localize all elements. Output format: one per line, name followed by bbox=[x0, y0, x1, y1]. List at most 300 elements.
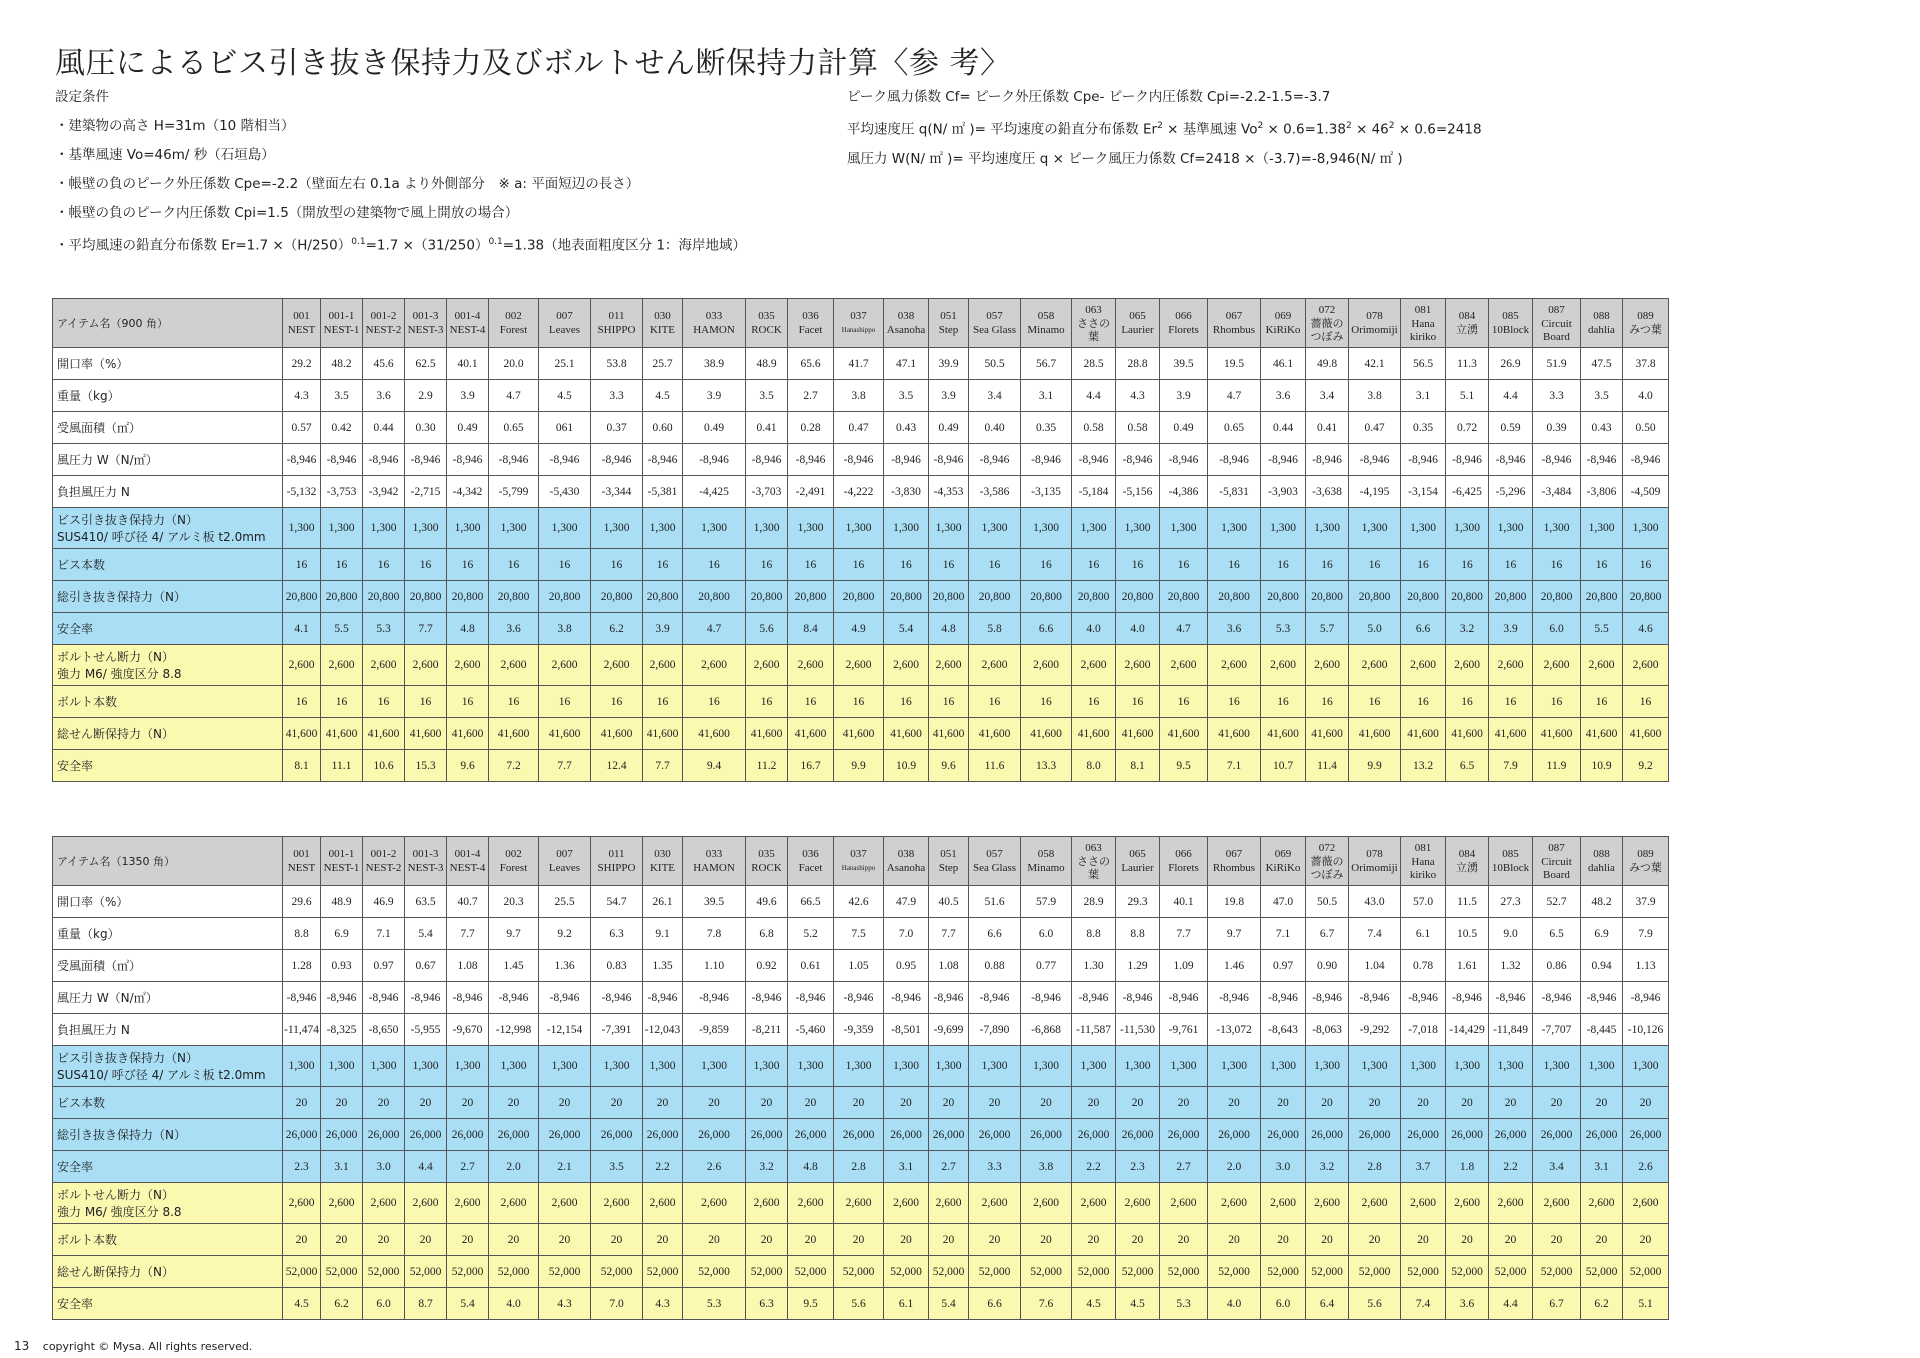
table-cell: 2.6 bbox=[683, 1151, 746, 1183]
item-header bbox=[321, 837, 363, 886]
table-cell: 9.9 bbox=[834, 750, 884, 782]
table-cell: 26,000 bbox=[1581, 1119, 1623, 1151]
table-cell: -9,699 bbox=[929, 1014, 969, 1046]
table-cell: 49.8 bbox=[1306, 348, 1349, 380]
table-cell: 20,800 bbox=[1623, 581, 1669, 613]
item-name: Orimomiji bbox=[1351, 862, 1398, 874]
table-cell: 20 bbox=[363, 1087, 405, 1119]
table-cell: 56.5 bbox=[1401, 348, 1446, 380]
q-sup-3: 2 bbox=[1345, 121, 1352, 131]
table-cell: 3.4 bbox=[1533, 1151, 1581, 1183]
table-cell: 2,600 bbox=[283, 1183, 321, 1224]
table-cell: 6.6 bbox=[1401, 613, 1446, 645]
table-cell: -7,391 bbox=[591, 1014, 643, 1046]
table-cell: 52,000 bbox=[929, 1256, 969, 1288]
table-cell: 4.1 bbox=[283, 613, 321, 645]
table-cell: 4.7 bbox=[683, 613, 746, 645]
table-cell: -8,946 bbox=[1533, 982, 1581, 1014]
table-cell: -3,806 bbox=[1581, 476, 1623, 508]
item-code: 001-2 bbox=[370, 848, 397, 860]
table-cell: 42.1 bbox=[1349, 348, 1401, 380]
table-cell: 40.1 bbox=[1160, 886, 1208, 918]
table-cell: 1,300 bbox=[1349, 1046, 1401, 1087]
row-label bbox=[53, 950, 283, 982]
table-cell: 20 bbox=[447, 1224, 489, 1256]
table-cell: 52,000 bbox=[363, 1256, 405, 1288]
table-cell: 0.92 bbox=[746, 950, 788, 982]
table-cell: 56.7 bbox=[1021, 348, 1072, 380]
table-cell: 1,300 bbox=[1306, 1046, 1349, 1087]
table-cell: 26,000 bbox=[591, 1119, 643, 1151]
table-cell: 40.5 bbox=[929, 886, 969, 918]
table-cell: 3.8 bbox=[1021, 1151, 1072, 1183]
item-code: 085 bbox=[1502, 310, 1519, 322]
table-cell: 47.9 bbox=[884, 886, 929, 918]
table-cell: 7.1 bbox=[363, 918, 405, 950]
table-cell: 3.7 bbox=[1401, 1151, 1446, 1183]
table-cell: 1,300 bbox=[1021, 1046, 1072, 1087]
item-header bbox=[405, 299, 447, 348]
table-cell: 1,300 bbox=[283, 508, 321, 549]
table-cell: 0.35 bbox=[1401, 412, 1446, 444]
table-cell: 12.4 bbox=[591, 750, 643, 782]
item-name: 薔薇の つぼみ bbox=[1310, 317, 1344, 343]
table-cell: 6.2 bbox=[591, 613, 643, 645]
table-cell: 26,000 bbox=[321, 1119, 363, 1151]
table-cell: 26,000 bbox=[489, 1119, 539, 1151]
row-label bbox=[53, 476, 283, 508]
table-row bbox=[53, 686, 1669, 718]
item-name: Leaves bbox=[548, 324, 581, 336]
item-name: ささの葉 bbox=[1077, 855, 1110, 881]
table-row bbox=[53, 581, 1669, 613]
table-cell: 2,600 bbox=[1489, 645, 1533, 686]
table-cell: -8,946 bbox=[1021, 444, 1072, 476]
table-cell: 20 bbox=[447, 1087, 489, 1119]
table-cell: 50.5 bbox=[969, 348, 1021, 380]
table-cell: 20 bbox=[1116, 1224, 1160, 1256]
table-cell: 20 bbox=[746, 1224, 788, 1256]
table-cell: 52,000 bbox=[1261, 1256, 1306, 1288]
table-cell: -8,946 bbox=[643, 982, 683, 1014]
table-cell: 0.44 bbox=[363, 412, 405, 444]
table-cell: 6.2 bbox=[321, 1288, 363, 1320]
table-cell: 52,000 bbox=[969, 1256, 1021, 1288]
table-cell: 4.7 bbox=[1208, 380, 1261, 412]
table-cell: 41,600 bbox=[1116, 718, 1160, 750]
table-cell: 27.3 bbox=[1489, 886, 1533, 918]
table-cell: 1,300 bbox=[1261, 1046, 1306, 1087]
item-header bbox=[929, 837, 969, 886]
conditions-block bbox=[55, 83, 746, 261]
table-cell: -8,946 bbox=[643, 444, 683, 476]
item-code: 051 bbox=[940, 848, 957, 860]
item-name: SHIPPO bbox=[597, 862, 636, 874]
item-header bbox=[746, 837, 788, 886]
table-cell: 1,300 bbox=[884, 1046, 929, 1087]
item-header bbox=[683, 299, 746, 348]
table-cell: 16 bbox=[788, 686, 834, 718]
table-cell: 29.3 bbox=[1116, 886, 1160, 918]
table-cell: 1,300 bbox=[1072, 508, 1116, 549]
table-cell: 2,600 bbox=[1446, 645, 1489, 686]
table-cell: 2,600 bbox=[1446, 1183, 1489, 1224]
table-cell: 4.8 bbox=[788, 1151, 834, 1183]
table-cell: -8,946 bbox=[283, 444, 321, 476]
table-cell: 9.6 bbox=[929, 750, 969, 782]
condition-item: ・建築物の高さ H=31m（10 階相当） bbox=[55, 118, 295, 134]
table-cell: 20,800 bbox=[1116, 581, 1160, 613]
table-cell: 3.6 bbox=[1208, 613, 1261, 645]
table-cell: 2,600 bbox=[1208, 645, 1261, 686]
table-cell: 16 bbox=[1446, 549, 1489, 581]
table-cell: 1,300 bbox=[489, 1046, 539, 1087]
row-label bbox=[53, 412, 283, 444]
item-name: Circuit Board bbox=[1541, 855, 1572, 881]
row-label bbox=[53, 1119, 283, 1151]
table-cell: 39.5 bbox=[683, 886, 746, 918]
table-cell: -11,530 bbox=[1116, 1014, 1160, 1046]
item-code: 001-3 bbox=[412, 848, 439, 860]
table-cell: 28.9 bbox=[1072, 886, 1116, 918]
table-cell: 1.10 bbox=[683, 950, 746, 982]
table-cell: 6.4 bbox=[1306, 1288, 1349, 1320]
item-code: 038 bbox=[897, 310, 915, 322]
row-label bbox=[53, 1224, 283, 1256]
table-cell: 41,600 bbox=[539, 718, 591, 750]
table-cell: 0.37 bbox=[591, 412, 643, 444]
item-header bbox=[1349, 837, 1401, 886]
table-cell: 0.39 bbox=[1533, 412, 1581, 444]
table-cell: 6.7 bbox=[1533, 1288, 1581, 1320]
table-cell: 16 bbox=[1116, 686, 1160, 718]
item-name: NEST-3 bbox=[407, 324, 444, 336]
table-cell: -8,946 bbox=[1306, 444, 1349, 476]
table-cell: 20 bbox=[929, 1224, 969, 1256]
copyright-text: copyright © Mysa. All rights reserved. bbox=[42, 1340, 253, 1353]
table-cell: -8,946 bbox=[1208, 444, 1261, 476]
item-header bbox=[834, 299, 884, 348]
table-cell: 16 bbox=[1261, 549, 1306, 581]
item-name: NEST-2 bbox=[365, 862, 402, 874]
item-header bbox=[1160, 837, 1208, 886]
table-cell: 2.7 bbox=[447, 1151, 489, 1183]
item-code: 088 bbox=[1593, 848, 1610, 860]
table-cell: 1,300 bbox=[643, 1046, 683, 1087]
table-cell: -8,063 bbox=[1306, 1014, 1349, 1046]
table-cell: 52,000 bbox=[1072, 1256, 1116, 1288]
table-cell: 2,600 bbox=[1021, 645, 1072, 686]
table-cell: 3.1 bbox=[1401, 380, 1446, 412]
table-cell: 2,600 bbox=[929, 1183, 969, 1224]
item-header bbox=[363, 837, 405, 886]
table-cell: 41,600 bbox=[1072, 718, 1116, 750]
table-cell: -3,344 bbox=[591, 476, 643, 508]
table-cell: 2,600 bbox=[1261, 1183, 1306, 1224]
table-cell: 1.32 bbox=[1489, 950, 1533, 982]
item-code: 089 bbox=[1637, 848, 1654, 860]
item-code: 001-1 bbox=[328, 848, 355, 860]
table-row bbox=[53, 1151, 1669, 1183]
table-cell: -8,946 bbox=[321, 982, 363, 1014]
table-cell: 2,600 bbox=[1533, 1183, 1581, 1224]
table-cell: 41.7 bbox=[834, 348, 884, 380]
header-label: アイテム名（900 角） bbox=[53, 299, 283, 348]
table-cell: 16 bbox=[321, 686, 363, 718]
table-cell: 0.83 bbox=[591, 950, 643, 982]
table-cell: 1,300 bbox=[363, 1046, 405, 1087]
table-cell: 52,000 bbox=[746, 1256, 788, 1288]
item-name: Rhombus bbox=[1212, 862, 1256, 874]
table-cell: 20 bbox=[1533, 1224, 1581, 1256]
table-cell: 16 bbox=[683, 686, 746, 718]
table-cell: 3.8 bbox=[539, 613, 591, 645]
table-cell: 0.90 bbox=[1306, 950, 1349, 982]
table-cell: 40.1 bbox=[447, 348, 489, 380]
table-cell: 1,300 bbox=[1349, 508, 1401, 549]
table-cell: 8.8 bbox=[1116, 918, 1160, 950]
table-cell: -3,638 bbox=[1306, 476, 1349, 508]
item-name: SHIPPO bbox=[597, 324, 636, 336]
table-cell: -8,946 bbox=[447, 982, 489, 1014]
table-cell: 47.1 bbox=[884, 348, 929, 380]
item-name: Forest bbox=[499, 862, 528, 874]
item-code: 058 bbox=[1037, 310, 1055, 322]
table-cell: 13.2 bbox=[1401, 750, 1446, 782]
table-cell: 2.9 bbox=[405, 380, 447, 412]
table-cell: 16 bbox=[929, 549, 969, 581]
table-cell: 0.72 bbox=[1446, 412, 1489, 444]
item-name: Laurier bbox=[1121, 862, 1154, 874]
table-cell: 26,000 bbox=[1401, 1119, 1446, 1151]
item-header bbox=[283, 837, 321, 886]
table-cell: 4.6 bbox=[1623, 613, 1669, 645]
table-cell: -8,946 bbox=[1116, 444, 1160, 476]
table-cell: 0.42 bbox=[321, 412, 363, 444]
table-cell: 16 bbox=[884, 549, 929, 581]
item-code: 035 bbox=[758, 848, 775, 860]
table-cell: 5.4 bbox=[447, 1288, 489, 1320]
row-label-text: ビス引き抜き保持力（N） bbox=[57, 1051, 198, 1065]
table-cell: 6.8 bbox=[746, 918, 788, 950]
table-cell: 11.3 bbox=[1446, 348, 1489, 380]
row-label bbox=[53, 444, 283, 476]
item-header bbox=[447, 837, 489, 886]
table-cell: 3.4 bbox=[1306, 380, 1349, 412]
q-text-c: × 0.6=1.38 bbox=[1263, 121, 1346, 138]
item-header bbox=[643, 837, 683, 886]
table-cell: 1,300 bbox=[1401, 508, 1446, 549]
item-code: 001 bbox=[293, 310, 310, 322]
table-cell: 41,600 bbox=[489, 718, 539, 750]
table-row bbox=[53, 508, 1669, 549]
item-header bbox=[1208, 837, 1261, 886]
table-cell: -5,381 bbox=[643, 476, 683, 508]
condition-item: ・帳壁の負のピーク内圧係数 Cpi=1.5（開放型の建築物で風上開放の場合） bbox=[55, 205, 519, 221]
row-label bbox=[53, 549, 283, 581]
table-cell: 3.5 bbox=[1581, 380, 1623, 412]
table-cell: 3.2 bbox=[746, 1151, 788, 1183]
er-sup-1: 0.1 bbox=[351, 237, 366, 247]
table-cell: -3,830 bbox=[884, 476, 929, 508]
table-cell: 26,000 bbox=[405, 1119, 447, 1151]
table-cell: -8,946 bbox=[884, 982, 929, 1014]
table-cell: 16 bbox=[788, 549, 834, 581]
item-header bbox=[539, 837, 591, 886]
table-cell: -8,946 bbox=[405, 444, 447, 476]
item-code: 067 bbox=[1225, 848, 1243, 860]
table-cell: 0.67 bbox=[405, 950, 447, 982]
table-cell: 1.61 bbox=[1446, 950, 1489, 982]
table-cell: 3.5 bbox=[321, 380, 363, 412]
table-cell: 7.7 bbox=[539, 750, 591, 782]
table-cell: 0.44 bbox=[1261, 412, 1306, 444]
table-cell: 2,600 bbox=[1072, 645, 1116, 686]
table-cell: 20,800 bbox=[1306, 581, 1349, 613]
table-cell: 20,800 bbox=[1533, 581, 1581, 613]
table-cell: 1,300 bbox=[746, 1046, 788, 1087]
table-cell: 0.30 bbox=[405, 412, 447, 444]
item-code: 057 bbox=[986, 310, 1003, 322]
table-cell: 26,000 bbox=[363, 1119, 405, 1151]
item-code: 051 bbox=[940, 310, 957, 322]
table-row bbox=[53, 549, 1669, 581]
table-cell: 42.6 bbox=[834, 886, 884, 918]
table-cell: 52,000 bbox=[1489, 1256, 1533, 1288]
item-header bbox=[1261, 299, 1306, 348]
table-cell: 7.7 bbox=[405, 613, 447, 645]
table-cell: -8,946 bbox=[1349, 444, 1401, 476]
table-cell: 6.1 bbox=[884, 1288, 929, 1320]
table-cell: 1,300 bbox=[591, 508, 643, 549]
item-code: 057 bbox=[986, 848, 1003, 860]
table-cell: 20,800 bbox=[1401, 581, 1446, 613]
table-cell: 5.6 bbox=[1349, 1288, 1401, 1320]
table-cell: 20,800 bbox=[683, 581, 746, 613]
table-cell: 20,800 bbox=[1581, 581, 1623, 613]
table-cell: -5,430 bbox=[539, 476, 591, 508]
table-cell: -8,946 bbox=[1160, 444, 1208, 476]
page-title: 風圧によるビス引き抜き保持力及びボルトせん断保持力計算〈参 考〉 bbox=[55, 46, 1011, 81]
table-cell: 5.7 bbox=[1306, 613, 1349, 645]
item-header bbox=[1489, 837, 1533, 886]
item-name: NEST bbox=[287, 324, 316, 336]
row-label bbox=[53, 1014, 283, 1046]
table-cell: 3.8 bbox=[834, 380, 884, 412]
table-row bbox=[53, 1087, 1669, 1119]
table-cell: 16 bbox=[489, 686, 539, 718]
item-code: 001-2 bbox=[370, 310, 397, 322]
table-cell: 5.6 bbox=[834, 1288, 884, 1320]
item-header bbox=[591, 837, 643, 886]
table-cell: 20 bbox=[969, 1087, 1021, 1119]
row-label bbox=[53, 686, 283, 718]
table-row bbox=[53, 886, 1669, 918]
table-cell: 3.6 bbox=[1261, 380, 1306, 412]
table-cell: 2,600 bbox=[1581, 645, 1623, 686]
table-cell: 20 bbox=[1021, 1224, 1072, 1256]
table-cell: -8,946 bbox=[1446, 982, 1489, 1014]
table-cell: 4.5 bbox=[643, 380, 683, 412]
table-cell: 52,000 bbox=[683, 1256, 746, 1288]
item-name: KITE bbox=[649, 862, 676, 874]
table-cell: 2,600 bbox=[405, 1183, 447, 1224]
table-cell: 41,600 bbox=[447, 718, 489, 750]
table-cell: 16 bbox=[834, 686, 884, 718]
table-row bbox=[53, 1183, 1669, 1224]
row-label-text: 安全率 bbox=[57, 1297, 94, 1311]
table-cell: 41,600 bbox=[643, 718, 683, 750]
table-cell: 7.4 bbox=[1349, 918, 1401, 950]
table-cell: -8,946 bbox=[591, 444, 643, 476]
q-sup-2: 2 bbox=[1257, 121, 1264, 131]
table-cell: 7.8 bbox=[683, 918, 746, 950]
table-cell: 1.45 bbox=[489, 950, 539, 982]
item-code: 085 bbox=[1502, 848, 1519, 860]
table-cell: 2,600 bbox=[1116, 645, 1160, 686]
table-cell: 4.4 bbox=[1072, 380, 1116, 412]
table-cell: 3.5 bbox=[746, 380, 788, 412]
table-row bbox=[53, 645, 1669, 686]
item-name: NEST-1 bbox=[323, 324, 360, 336]
item-code: 037 bbox=[850, 310, 867, 322]
spec-table-1350 bbox=[52, 836, 1669, 1320]
table-cell: 7.7 bbox=[643, 750, 683, 782]
table-cell: 1,300 bbox=[929, 1046, 969, 1087]
table-cell: 1,300 bbox=[539, 1046, 591, 1087]
table-cell: 9.9 bbox=[1349, 750, 1401, 782]
er-text-b: =1.7 ×（31/250） bbox=[365, 237, 489, 254]
table-cell: 20,800 bbox=[1446, 581, 1489, 613]
table-cell: -8,946 bbox=[788, 444, 834, 476]
table-cell: 41,600 bbox=[788, 718, 834, 750]
item-name: Laurier bbox=[1121, 324, 1154, 336]
table-cell: -6,868 bbox=[1021, 1014, 1072, 1046]
table-cell: -8,445 bbox=[1581, 1014, 1623, 1046]
table-cell: 2,600 bbox=[1261, 645, 1306, 686]
table-cell: 6.0 bbox=[1021, 918, 1072, 950]
table-cell: 20 bbox=[1072, 1087, 1116, 1119]
table-cell: 0.35 bbox=[1021, 412, 1072, 444]
item-code: 084 bbox=[1458, 310, 1476, 322]
table-cell: 52,000 bbox=[834, 1256, 884, 1288]
row-label-text: 受風面積（㎡） bbox=[57, 959, 142, 973]
table-cell: -7,018 bbox=[1401, 1014, 1446, 1046]
item-header bbox=[1349, 299, 1401, 348]
table-cell: 16 bbox=[591, 549, 643, 581]
table-cell: 20 bbox=[1306, 1087, 1349, 1119]
row-label bbox=[53, 508, 283, 549]
table-cell: 26,000 bbox=[683, 1119, 746, 1151]
table-cell: 52,000 bbox=[884, 1256, 929, 1288]
table-cell: 20,800 bbox=[447, 581, 489, 613]
item-code: 088 bbox=[1593, 310, 1610, 322]
table-cell: 2.2 bbox=[643, 1151, 683, 1183]
calc-line-cf: ピーク風力係数 Cf= ピーク外圧係数 Cpe- ピーク内圧係数 Cpi=-2.2-1.5=-3.7 bbox=[847, 89, 1331, 105]
table-cell: 57.0 bbox=[1401, 886, 1446, 918]
table-cell: 8.1 bbox=[283, 750, 321, 782]
table-cell: 4.0 bbox=[1116, 613, 1160, 645]
item-header bbox=[1116, 299, 1160, 348]
table-cell: 0.40 bbox=[969, 412, 1021, 444]
table-cell: 20 bbox=[283, 1087, 321, 1119]
table-cell: -8,946 bbox=[489, 444, 539, 476]
table-cell: 50.5 bbox=[1306, 886, 1349, 918]
table-cell: 26,000 bbox=[1208, 1119, 1261, 1151]
table-cell: 16 bbox=[1021, 686, 1072, 718]
table-cell: 26,000 bbox=[1623, 1119, 1669, 1151]
item-header bbox=[1116, 837, 1160, 886]
